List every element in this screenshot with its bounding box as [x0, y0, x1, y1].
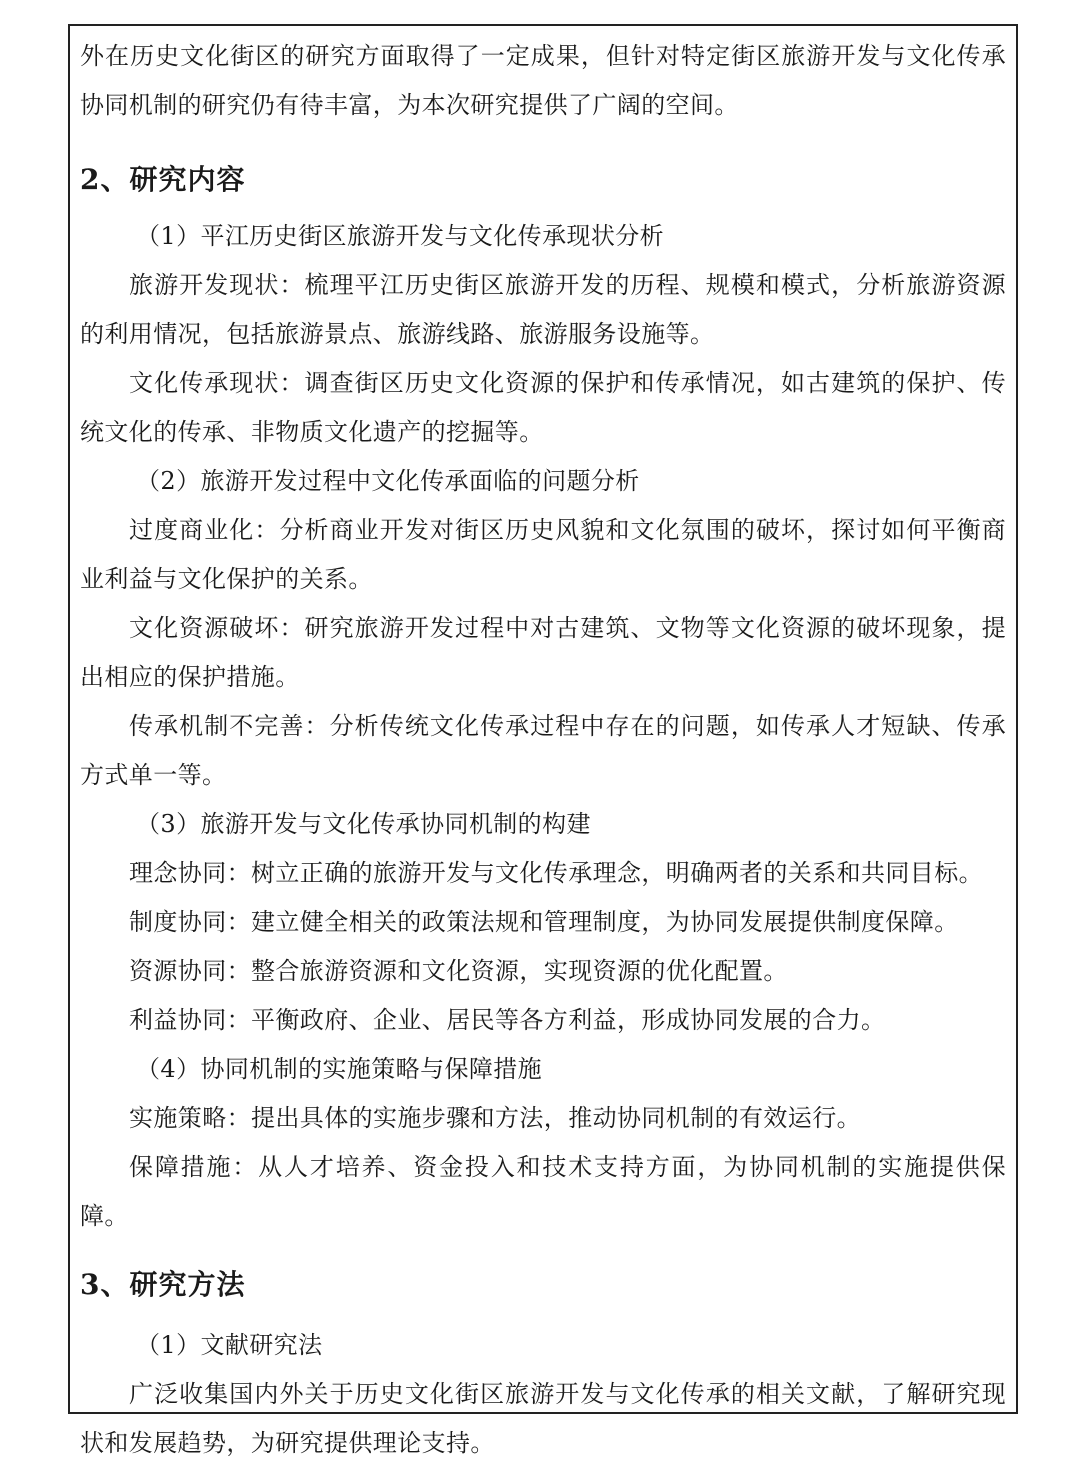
- section-2-2-heading: （2）旅游开发过程中文化传承面临的问题分析: [136, 467, 640, 495]
- inheritance-mechanism-paragraph: 传承机制不完善：分析传统文化传承过程中存在的问题，如传承人才短缺、传承方式单一等。: [80, 712, 1006, 789]
- heritage-status-paragraph: 文化传承现状：调查街区历史文化资源的保护和传承情况，如古建筑的保护、传统文化的传承、非物质文化遗产的挖掘等。: [80, 369, 1006, 446]
- interest-synergy-paragraph: 利益协同：平衡政府、企业、居民等各方利益，形成协同发展的合力。: [129, 1006, 886, 1034]
- section-3-1-heading: （1）文献研究法: [136, 1331, 323, 1359]
- safeguard-paragraph: 保障措施：从人才培养、资金投入和技术支持方面，为协同机制的实施提供保障。: [80, 1153, 1006, 1230]
- section-2-1-heading: （1）平江历史街区旅游开发与文化传承现状分析: [136, 222, 665, 250]
- section-2-heading: 2、研究内容: [80, 163, 246, 196]
- section-2-4-heading: （4）协同机制的实施策略与保障措施: [136, 1055, 543, 1083]
- section-3-heading: 3、研究方法: [80, 1268, 246, 1301]
- section-2-3-heading: （3）旅游开发与文化传承协同机制的构建: [136, 810, 591, 838]
- document-frame: [68, 24, 1018, 1457]
- system-synergy-paragraph: 制度协同：建立健全相关的政策法规和管理制度，为协同发展提供制度保障。: [129, 908, 959, 936]
- resource-damage-paragraph: 文化资源破坏：研究旅游开发过程中对古建筑、文物等文化资源的破坏现象，提出相应的保护措施。: [80, 614, 1006, 691]
- intro-paragraph: 外在历史文化街区的研究方面取得了一定成果，但针对特定街区旅游开发与文化传承协同机制的研究仍有待丰富，为本次研究提供了广阔的空间。: [80, 42, 1006, 119]
- resource-synergy-paragraph: 资源协同：整合旅游资源和文化资源，实现资源的优化配置。: [129, 957, 788, 985]
- tourism-status-paragraph: 旅游开发现状：梳理平江历史街区旅游开发的历程、规模和模式，分析旅游资源的利用情况，包括旅游景点、旅游线路、旅游服务设施等。: [80, 271, 1006, 348]
- literature-method-paragraph: 广泛收集国内外关于历史文化街区旅游开发与文化传承的相关文献，了解研究现状和发展趋势，为研究提供理论支持。: [80, 1380, 1006, 1457]
- strategy-paragraph: 实施策略：提出具体的实施步骤和方法，推动协同机制的有效运行。: [129, 1104, 861, 1132]
- commercialization-paragraph: 过度商业化：分析商业开发对街区历史风貌和文化氛围的破坏，探讨如何平衡商业利益与文化保护的关系。: [80, 516, 1006, 593]
- concept-synergy-paragraph: 理念协同：树立正确的旅游开发与文化传承理念，明确两者的关系和共同目标。: [129, 859, 983, 887]
